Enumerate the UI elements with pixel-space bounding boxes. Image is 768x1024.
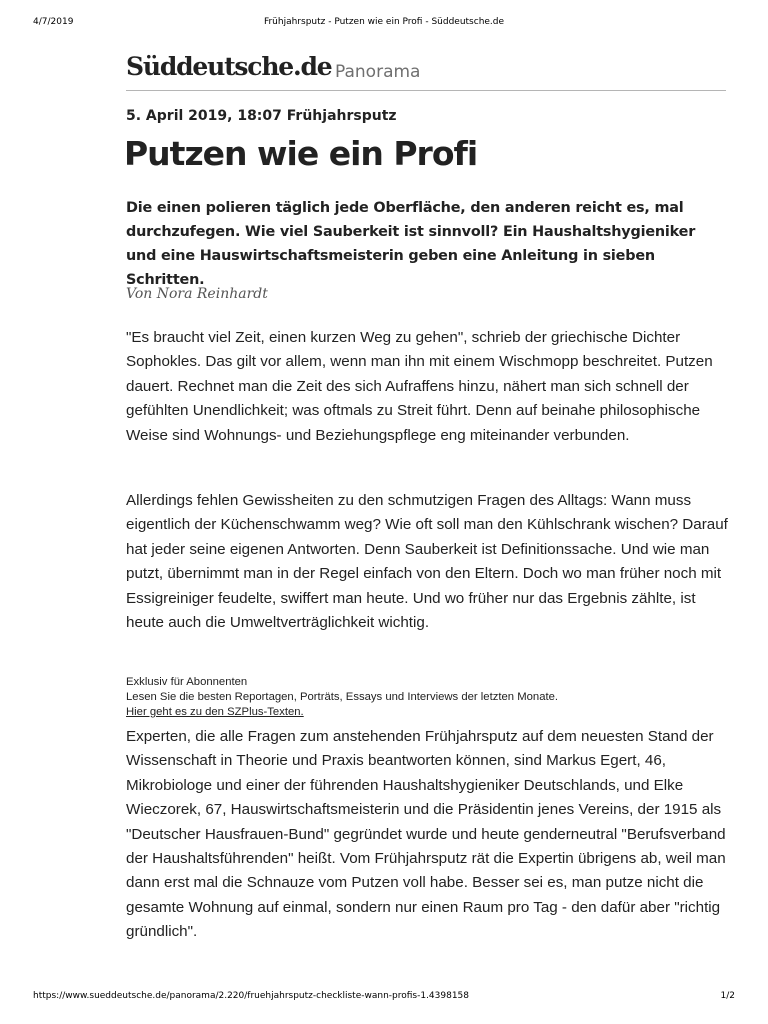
- print-url: https://www.sueddeutsche.de/panorama/2.220/fruehjahrsputz-checkliste-wann-profis-1.4398158: [33, 991, 470, 1001]
- article-paragraph: Allerdings fehlen Gewissheiten zu den schmutzigen Fragen des Alltags: Wann muss eigentlich der Küchenschwamm weg? Wie oft soll man den Kühlschrank wischen? Darauf hat jeder seine eigenen Antworten. Denn Sauberkeit ist Definitionssache. Und wie man putzt, übernimmt man in der Regel einfach von den Eltern. Doch wo man früher noch mit Essigreiniger feudelte, swiffert man heute. Und wo früher nur das Ergebnis zählte, ist heute auch die Umweltverträglichkeit wichtig.: [126, 492, 728, 632]
- article-teaser: Die einen polieren täglich jede Oberfläche, den anderen reicht es, mal durchzufegen. Wie viel Sauberkeit ist sinnvoll? Ein Haushaltshygieniker und eine Hauswirtschaftsmeisterin geben eine Anleitung in sieben Schritten.: [126, 200, 696, 288]
- print-document-title: Frühjahrsputz - Putzen wie ein Profi - Süddeutsche.de: [263, 17, 505, 27]
- section-name[interactable]: Panorama: [335, 62, 421, 82]
- site-header: [126, 50, 726, 91]
- promo-text: Lesen Sie die besten Reportagen, Porträts, Essays und Interviews der letzten Monate.: [126, 691, 559, 703]
- print-date: 4/7/2019: [33, 17, 74, 27]
- article-author: Von Nora Reinhardt: [126, 286, 268, 302]
- print-footer: [0, 991, 768, 1005]
- site-logo[interactable]: Süddeutsche.de: [126, 52, 332, 81]
- promo-kicker: Exklusiv für Abonnenten: [126, 676, 248, 688]
- promo-link[interactable]: Hier geht es zu den SZPlus-Texten.: [126, 706, 304, 718]
- article-headline: Putzen wie ein Profi: [124, 134, 478, 173]
- article-paragraph: Experten, die alle Fragen zum anstehenden Frühjahrsputz auf dem neuesten Stand der Wissenschaft in Theorie und Praxis beantworten können, sind Markus Egert, 46, Mikrobiologe und einer der führenden Haushaltshygieniker Deutschlands, und Elke Wieczorek, 67, Hauswirtschaftsmeisterin und die Präsidentin jenes Vereins, der 1915 als "Deutscher Hausfrauen-Bund" gegründet wurde und heute genderneutral "Berufsverband der Haushaltsführenden" heißt. Vom Frühjahrsputz rät die Expertin übrigens ab, weil man dann erst mal die Schnauze vom Putzen voll habe. Besser sei es, man putze nicht die gesamte Wohnung auf einmal, sondern nur einen Raum pro Tag - den dafür aber "richtig gründlich".: [126, 728, 726, 941]
- article-paragraph: "Es braucht viel Zeit, einen kurzen Weg zu gehen", schrieb der griechische Dichter Sophokles. Das gilt vor allem, wenn man ihn mit einem Wischmopp beschreitet. Putzen dauert. Rechnet man die Zeit des sich Aufraffens hinzu, nähert man sich schnell der gefühlten Unendlichkeit; was oftmals zu Streit führt. Denn auf beinahe philosophische Weise sind Wohnungs- und Beziehungspflege eng miteinander verbunden.: [126, 329, 713, 444]
- article-dateline: 5. April 2019, 18:07 Frühjahrsputz: [126, 108, 397, 124]
- print-header: [0, 17, 768, 31]
- print-page-number: 1/2: [720, 991, 735, 1001]
- subscriber-promo: [126, 675, 686, 720]
